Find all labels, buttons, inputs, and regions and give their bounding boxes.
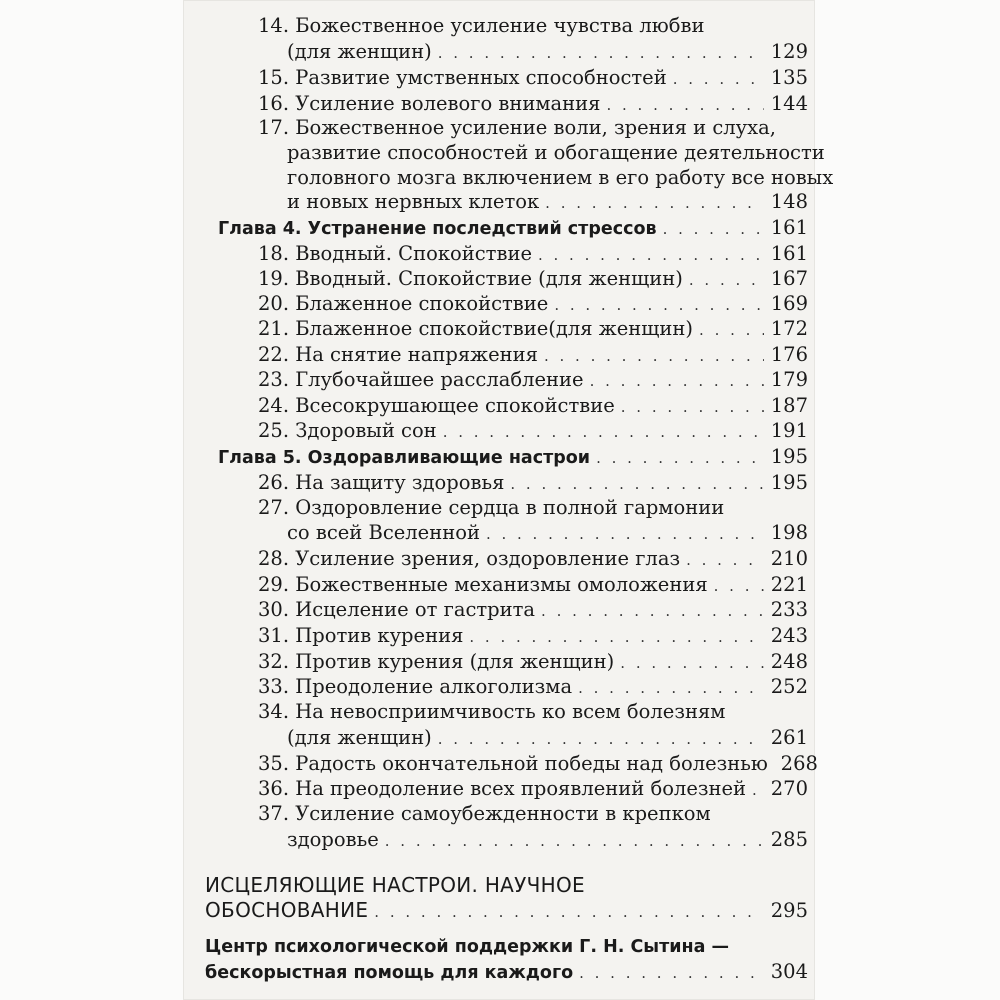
dot-leader <box>752 777 764 803</box>
dot-leader <box>673 66 764 92</box>
page-number: 135 <box>770 66 808 89</box>
dot-leader <box>686 547 764 573</box>
toc-line: 35. Радость окончательной победы над болезнью 268 <box>258 752 818 775</box>
page-number: 172 <box>770 317 808 340</box>
toc-line: (для женщин) . . . 129 <box>287 39 808 65</box>
toc-line: 24. Всесокрушающее спокойствие . . . 187 <box>258 393 808 419</box>
dot-leader <box>385 828 764 854</box>
toc-line: 34. На невосприимчивость ко всем болезням <box>258 700 726 723</box>
toc-line: 16. Усиление волевого внимания . . . 144 <box>258 91 808 117</box>
dot-leader <box>544 343 764 369</box>
page-number: 144 <box>770 92 808 115</box>
page-number: 169 <box>770 292 808 315</box>
toc-line: 22. На снятие напряжения . . . 176 <box>258 342 808 368</box>
dot-leader <box>689 267 764 293</box>
page-number: 261 <box>770 726 808 749</box>
toc-line: 27. Оздоровление сердца в полной гармонии <box>258 496 725 519</box>
dot-leader <box>510 471 764 497</box>
dot-leader <box>554 292 764 318</box>
page-number: 233 <box>770 598 808 621</box>
dot-leader <box>621 394 764 420</box>
page-number: 161 <box>770 242 808 265</box>
toc-line: 33. Преодоление алкоголизма . . . 252 <box>258 674 808 700</box>
toc-line: (для женщин) . . . 261 <box>287 725 808 751</box>
section-heading: ИСЦЕЛЯЮЩИЕ НАСТРОИ. НАУЧНОЕ <box>205 873 585 897</box>
toc-line: здоровье . . . 285 <box>287 827 808 853</box>
toc-line: головного мозга включением в его работу все новых <box>287 166 834 189</box>
page-number: 268 <box>780 752 818 775</box>
dot-leader <box>699 317 764 343</box>
toc-line: 19. Вводный. Спокойствие (для женщин) . . . 167 <box>258 266 808 292</box>
dot-leader <box>443 419 764 445</box>
chapter-heading: Глава 5. Оздоравливающие настрои . . . 195 <box>218 444 808 470</box>
page-number: 176 <box>770 343 808 366</box>
dot-leader <box>579 960 764 986</box>
page-number: 295 <box>770 899 808 922</box>
toc-line: 23. Глубочайшее расслабление . . . 179 <box>258 367 808 393</box>
chapter-heading: Глава 4. Устранение последствий стрессов . . . 161 <box>218 215 808 241</box>
page-number: 270 <box>770 777 808 800</box>
dot-leader <box>620 650 764 676</box>
toc-line: 15. Развитие умственных способностей . . . 135 <box>258 65 808 91</box>
toc-line: 32. Против курения (для женщин) . . . 248 <box>258 649 808 675</box>
toc-line: 30. Исцеление от гастрита . . . 233 <box>258 597 808 623</box>
toc-line: 29. Божественные механизмы омоложения . . . 221 <box>258 572 808 598</box>
page-number: 148 <box>770 190 808 213</box>
dot-leader <box>486 521 764 547</box>
toc-line: 17. Божественное усиление воли, зрения и слуха, <box>258 116 776 139</box>
section-heading: бескорыстная помощь для каждого . . . 304 <box>205 959 808 985</box>
page-number: 248 <box>770 650 808 673</box>
dot-leader <box>545 190 764 216</box>
dot-leader <box>663 216 764 242</box>
page-number: 129 <box>770 40 808 63</box>
toc-line: 18. Вводный. Спокойствие . . . 161 <box>258 241 808 267</box>
dot-leader <box>541 598 764 624</box>
dot-leader <box>578 675 764 701</box>
toc-line: 14. Божественное усиление чувства любви <box>258 14 705 37</box>
page-number: 179 <box>770 368 808 391</box>
page-number: 195 <box>770 445 808 468</box>
dot-leader <box>438 40 764 66</box>
toc-line: 31. Против курения . . . 243 <box>258 623 808 649</box>
toc-line: 21. Блаженное спокойствие(для женщин) . . . 172 <box>258 316 808 342</box>
page-number: 285 <box>770 828 808 851</box>
toc-line: и новых нервных клеток . . . 148 <box>287 189 808 215</box>
toc-line: 25. Здоровый сон . . . 191 <box>258 418 808 444</box>
toc-line: со всей Вселенной . . . 198 <box>287 520 808 546</box>
toc-line: 37. Усиление самоубежденности в крепком <box>258 802 711 825</box>
page-number: 161 <box>770 216 808 239</box>
page-number: 167 <box>770 267 808 290</box>
dot-leader <box>714 573 764 599</box>
toc-line: 26. На защиту здоровья . . . 195 <box>258 470 808 496</box>
page-number: 243 <box>770 624 808 647</box>
page-number: 191 <box>770 419 808 442</box>
toc-line: 28. Усиление зрения, оздоровление глаз . . . 210 <box>258 546 808 572</box>
toc-line: 36. На преодоление всех проявлений болезней . . . 270 <box>258 776 808 802</box>
dot-leader <box>596 445 764 471</box>
page-number: 195 <box>770 471 808 494</box>
page-number: 252 <box>770 675 808 698</box>
page-number: 187 <box>770 394 808 417</box>
section-heading: ОБОСНОВАНИЕ . . . 295 <box>205 897 808 923</box>
page-number: 198 <box>770 521 808 544</box>
dot-leader <box>469 624 764 650</box>
toc-line: развитие способностей и обогащение деятельности <box>287 141 825 164</box>
page-number: 304 <box>770 960 808 983</box>
dot-leader <box>590 368 764 394</box>
section-heading: Центр психологической поддержки Г. Н. Сытина — <box>205 937 730 957</box>
dot-leader <box>538 242 764 268</box>
page-number: 210 <box>770 547 808 570</box>
page-number: 221 <box>770 573 808 596</box>
toc-line: 20. Блаженное спокойствие . . . 169 <box>258 291 808 317</box>
dot-leader <box>438 726 764 752</box>
dot-leader <box>374 899 764 925</box>
